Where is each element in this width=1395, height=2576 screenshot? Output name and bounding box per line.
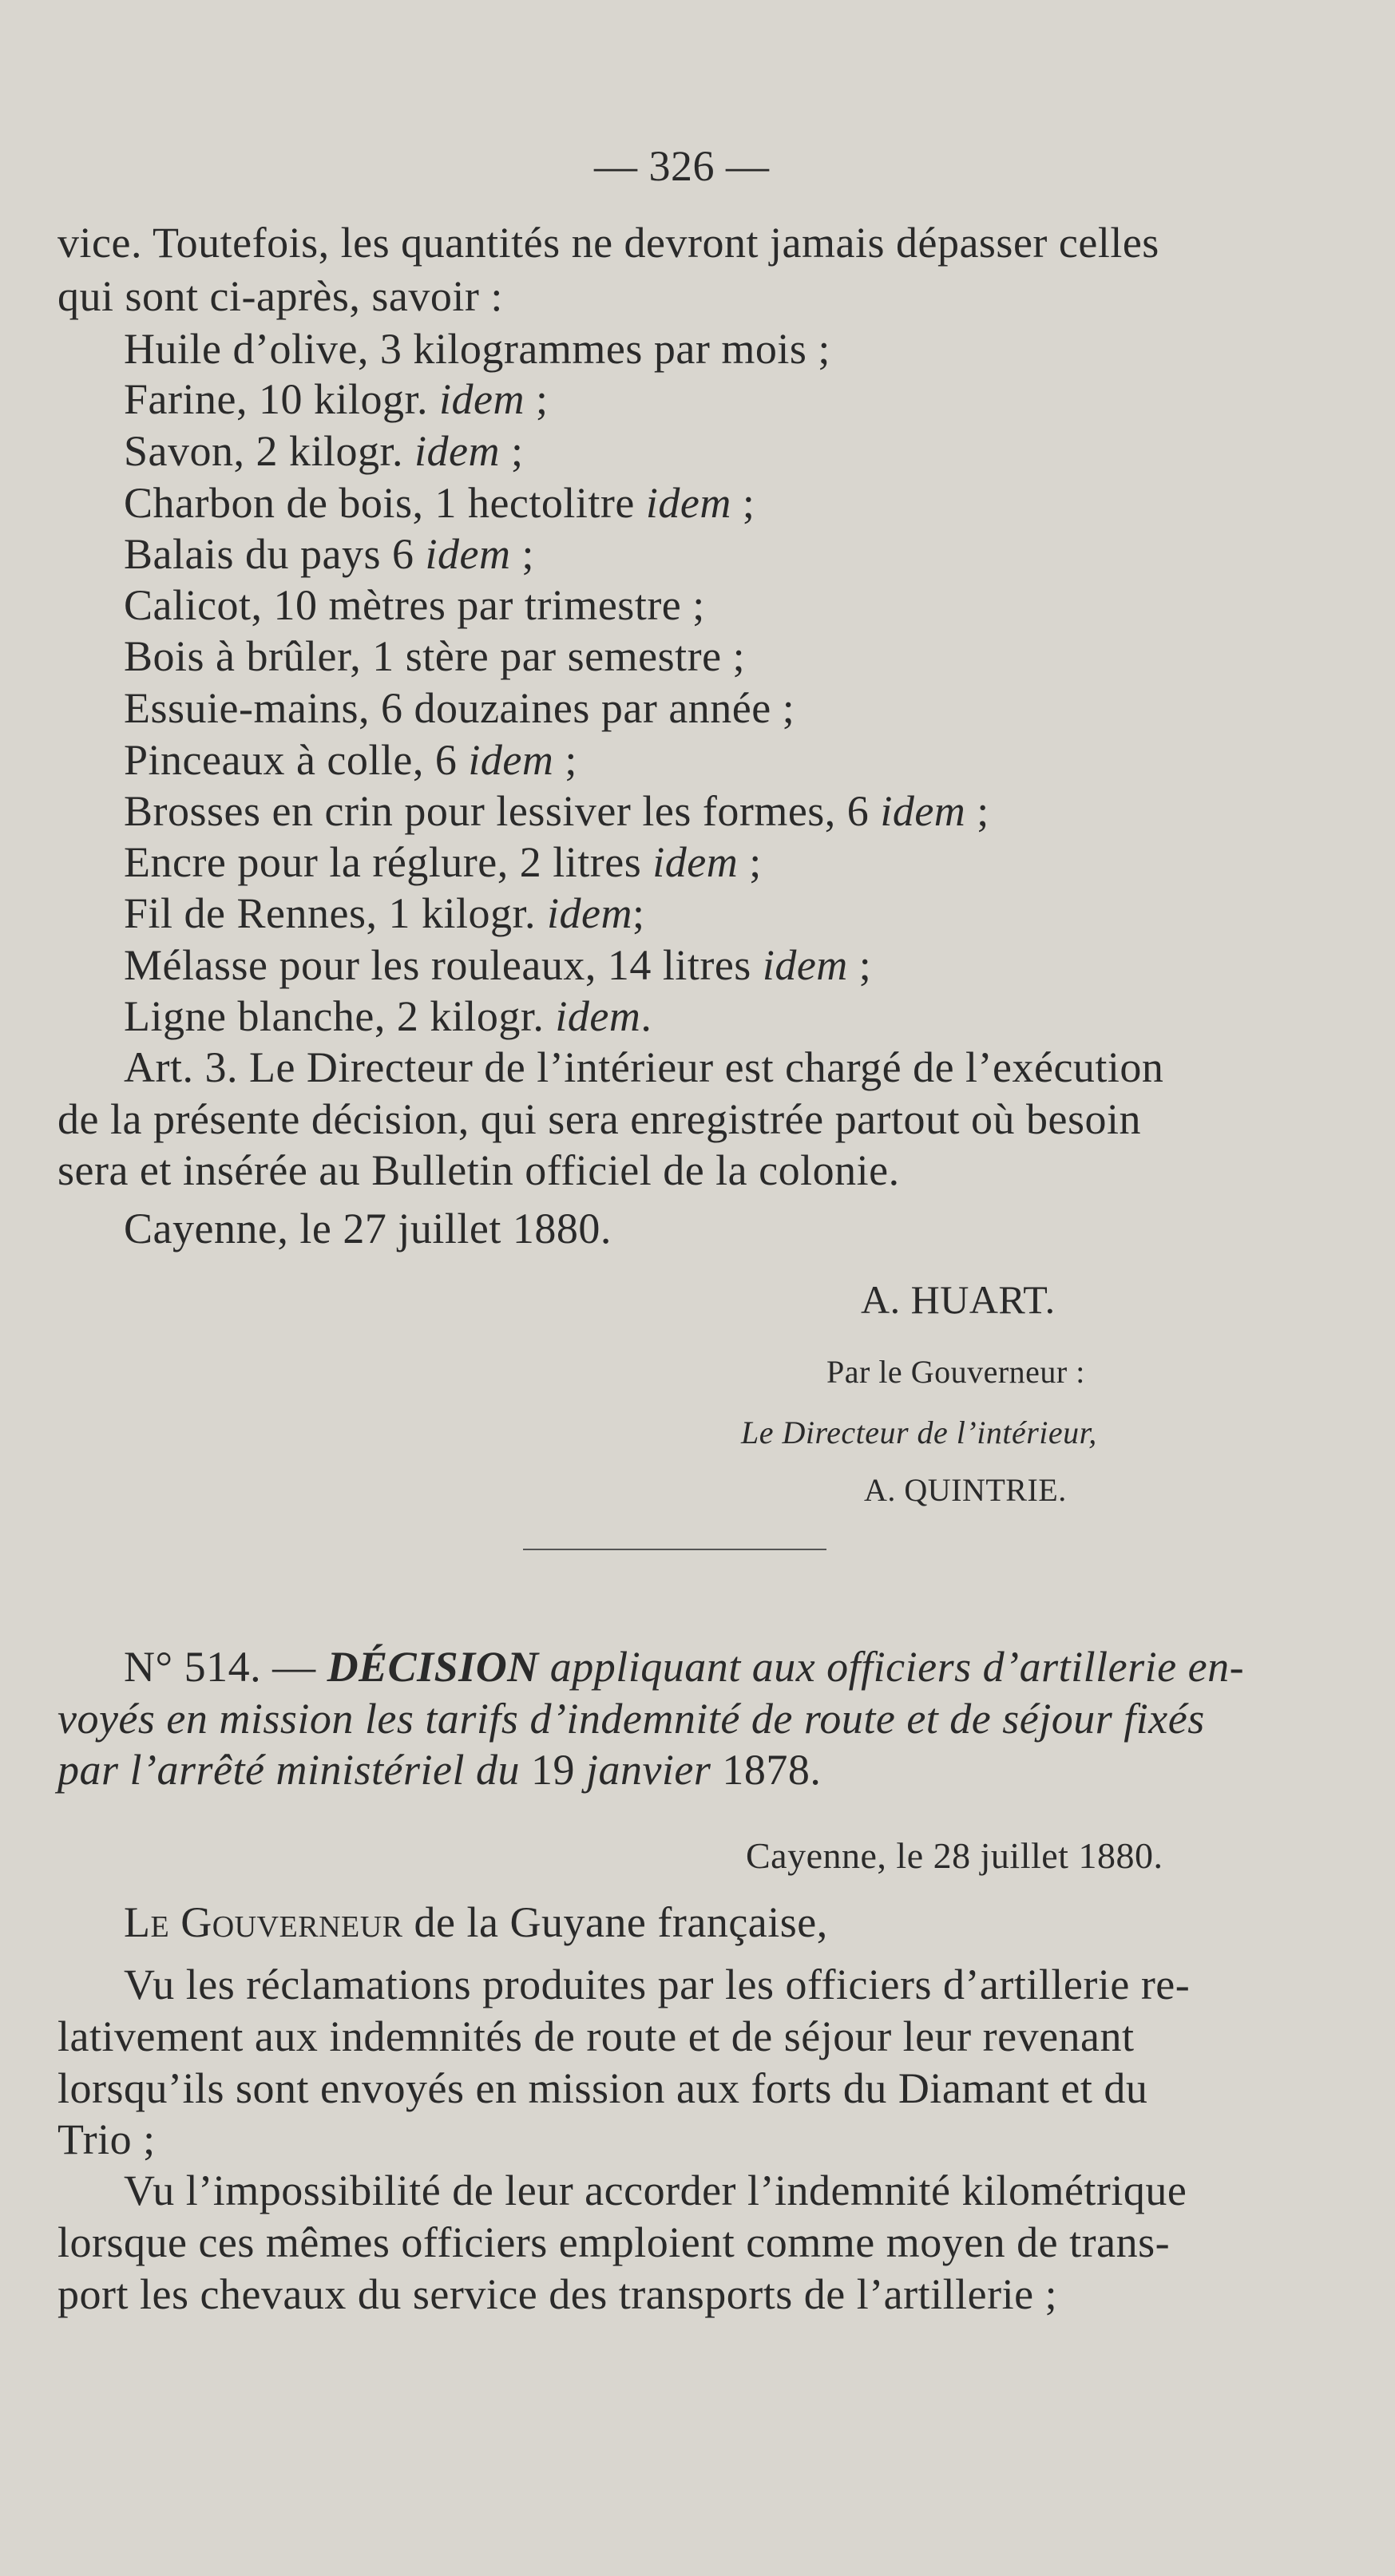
body-line: de la présente décision, qui sera enregistrée partout où besoin [57, 1095, 1142, 1143]
list-item: Bois à brûler, 1 stère par semestre ; [124, 632, 746, 680]
body-line: lativement aux indemnités de route et de séjour leur revenant [57, 2012, 1135, 2060]
list-item: Fil de Rennes, 1 kilogr. idem; [124, 889, 645, 937]
body-line: port les chevaux du service des transports de l’artillerie ; [57, 2270, 1058, 2318]
list-item: Brosses en crin pour lessiver les formes, 6 idem ; [124, 787, 989, 835]
body-line: lorsque ces mêmes officiers emploient comme moyen de trans- [57, 2218, 1171, 2266]
governor-line: Le Gouverneur de la Guyane française, [124, 1898, 828, 1946]
by-governor: Par le Gouverneur : [826, 1354, 1085, 1390]
list-item: Ligne blanche, 2 kilogr. idem. [124, 992, 652, 1040]
body-line: Trio ; [57, 2115, 156, 2163]
list-item: Charbon de bois, 1 hectolitre idem ; [124, 479, 755, 527]
list-item: Encre pour la réglure, 2 litres idem ; [124, 838, 762, 886]
list-item: Farine, 10 kilogr. idem ; [124, 375, 549, 423]
body-line: vice. Toutefois, les quantités ne devront jamais dépasser celles [57, 219, 1159, 267]
separator-rule [523, 1549, 826, 1550]
list-item: Pinceaux à colle, 6 idem ; [124, 736, 577, 784]
page-number: — 326 — [594, 142, 770, 190]
signature-name: A. HUART. [861, 1277, 1056, 1322]
director-name: A. QUINTRIE. [864, 1472, 1067, 1508]
body-line: qui sont ci-après, savoir : [57, 272, 503, 320]
list-item: Balais du pays 6 idem ; [124, 530, 534, 578]
list-item: Essuie-mains, 6 douzaines par année ; [124, 684, 795, 732]
list-item: Huile d’olive, 3 kilogrammes par mois ; [124, 325, 830, 373]
decision-title-line: par l’arrêté ministériel du 19 janvier 1878. [57, 1746, 822, 1794]
decision-date: Cayenne, le 28 juillet 1880. [746, 1835, 1163, 1876]
list-item: Calicot, 10 mètres par trimestre ; [124, 581, 705, 629]
body-line: Vu les réclamations produites par les officiers d’artillerie re- [124, 1961, 1191, 2008]
decision-title-line: voyés en mission les tarifs d’indemnité de route et de séjour fixés [57, 1695, 1205, 1743]
list-item: Mélasse pour les rouleaux, 14 litres idem ; [124, 941, 872, 989]
director-title: Le Directeur de l’intérieur, [741, 1415, 1097, 1450]
body-line: Art. 3. Le Directeur de l’intérieur est chargé de l’exécution [124, 1043, 1164, 1091]
body-line: sera et insérée au Bulletin officiel de la colonie. [57, 1146, 900, 1194]
place-date: Cayenne, le 27 juillet 1880. [124, 1205, 612, 1252]
body-line: Vu l’impossibilité de leur accorder l’indemnité kilométrique [124, 2166, 1187, 2214]
list-item: Savon, 2 kilogr. idem ; [124, 427, 524, 475]
body-line: lorsqu’ils sont envoyés en mission aux forts du Diamant et du [57, 2064, 1148, 2112]
decision-heading: N° 514. — DÉCISION appliquant aux officiers d’artillerie en- [124, 1643, 1245, 1691]
